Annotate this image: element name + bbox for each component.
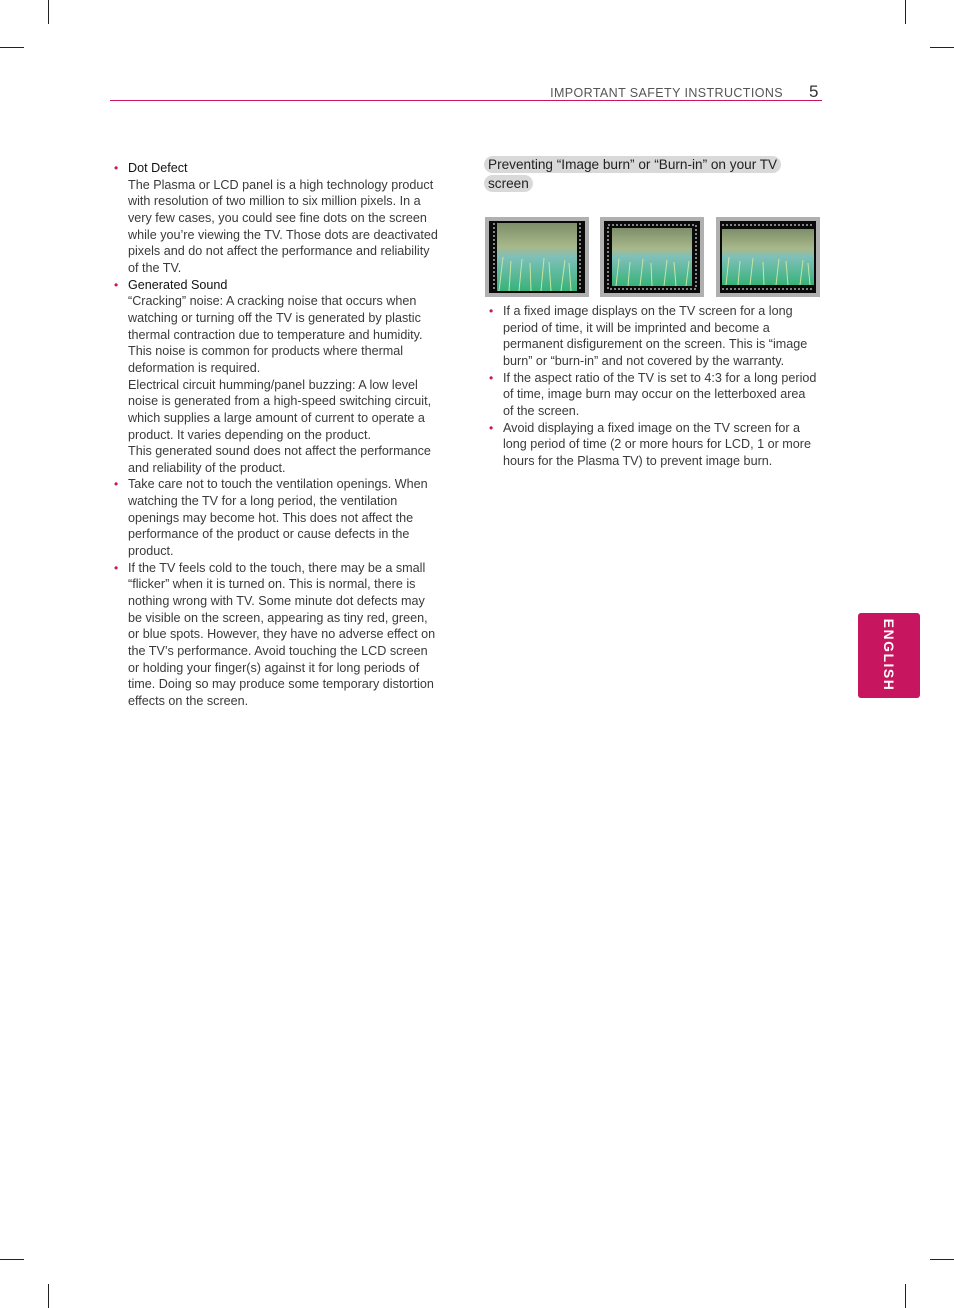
item-title: Dot Defect (128, 161, 188, 175)
list-item-generated-sound (113, 277, 441, 477)
item-paragraph: Electrical circuit humming/panel buzzing: A low level noise is generated from a high-speed switching circuit, which supplies a large amount of current to operate a product. It varies depending on the product. (128, 377, 432, 442)
list-item (488, 420, 818, 470)
bullet-icon: • (114, 161, 119, 175)
crop-mark (0, 47, 24, 48)
item-paragraph: This generated sound does not affect the performance and reliability of the product. (128, 444, 431, 475)
right-bullet-list (488, 303, 818, 470)
bullet-icon: • (114, 560, 119, 575)
language-tab-label: ENGLISH (881, 618, 897, 692)
item-paragraph: The Plasma or LCD panel is a high technology product with resolution of two million to six million pixels. In a very few cases, you could see fine dots on the screen while you’re viewing the TV. Those dots are deactivated pixels and do not affect the performance and reliability of the TV. (128, 177, 438, 275)
bullet-icon: • (489, 304, 494, 318)
crop-mark (48, 1284, 49, 1308)
header-title: IMPORTANT SAFETY INSTRUCTIONS (550, 86, 783, 100)
item-paragraph: Avoid displaying a fixed image on the TV screen for a long period of time (2 or more hours for LCD, 1 or more hours for the Plasma TV) to prevent image burn. (503, 420, 811, 468)
list-item-ventilation (113, 476, 441, 559)
section-heading (484, 156, 824, 193)
tv-image-letterbox-burn (716, 217, 820, 297)
tv-image-pillarbox-burn (485, 217, 589, 297)
item-paragraph: If the TV feels cold to the touch, there may be a small “flicker” when it is turned on. This is normal, there is nothing wrong with TV. Some minute dot defects may be visible on the screen, appearing as tiny red, green, or blue spots. However, they have no adverse effect on the TV’s performance. Avoid touching the LCD screen or holding your finger(s) against it for long periods of time. Doing so may produce some temporary distortion effects on the screen. (128, 560, 436, 708)
section-heading-text: Preventing “Image burn” or “Burn-in” on your TV screen (484, 156, 781, 192)
left-column (113, 160, 441, 710)
list-item-flicker (113, 560, 441, 710)
crop-mark (930, 47, 954, 48)
crop-mark (0, 1259, 24, 1260)
language-tab (858, 613, 920, 698)
item-paragraph: If the aspect ratio of the TV is set to 4:3 for a long period of time, image burn may occur on the letterboxed area of the screen. (503, 370, 817, 418)
right-column (488, 303, 818, 470)
crop-mark (930, 1259, 954, 1260)
crop-mark (48, 0, 49, 24)
page-number: 5 (809, 82, 819, 101)
bullet-icon: • (489, 420, 494, 435)
tv-image-burn-outline (600, 217, 704, 297)
item-title: Generated Sound (128, 277, 228, 292)
bullet-icon: • (114, 477, 119, 492)
item-paragraph: If a fixed image displays on the TV screen for a long period of time, it will be imprinted and become a permanent disfigurement on the screen. This is “image burn” or “burn-in” and not covered by the warranty. (503, 304, 808, 368)
crop-mark (905, 0, 906, 24)
list-item (488, 303, 818, 370)
item-paragraph: Take care not to touch the ventilation openings. When watching the TV for a long period, the ventilation openings may become hot. This does not affect the performance of the product or cause defects in the product. (128, 477, 428, 559)
bullet-icon: • (489, 370, 494, 385)
item-paragraph: “Cracking” noise: A cracking noise that occurs when watching or turning off the TV is generated by plastic thermal contraction due to temperature and humidity. This noise is common for products where thermal deformation is required. (128, 294, 423, 375)
list-item-dot-defect (113, 160, 441, 277)
bullet-icon: • (114, 277, 119, 292)
left-bullet-list (113, 160, 441, 710)
list-item (488, 370, 818, 420)
crop-mark (905, 1284, 906, 1308)
header-rule (110, 100, 822, 101)
